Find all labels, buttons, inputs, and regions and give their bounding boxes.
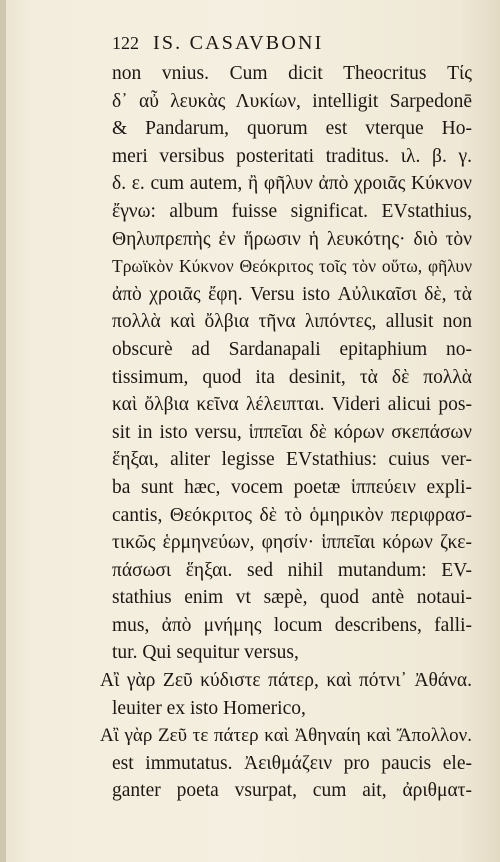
verse-line: Αἲ γὰρ Ζεῦ τε πάτερ καὶ Ἀθηναίη καὶ Ἄπολλον. — [100, 725, 472, 747]
text-line: Θηλυπρεπὴς ἐν ἥρωσιν ἡ λευκότης· διὸ τὸν — [112, 228, 472, 250]
text-line: καὶ ὄλβια κεῖνα λέλειπται. Videri alicui pos- — [112, 394, 472, 416]
text-line: δ᾽ αὖ λευκὰς Λυκίων, intelligit Sarpedonē — [112, 90, 472, 112]
page-number: 122 — [112, 33, 139, 53]
text-line: ἔγνω: album fuisse significat. EVstathius, — [112, 200, 472, 222]
text-line: leuiter ex isto Homerico, — [112, 697, 306, 719]
text-line: πάσωσι ἕηξαι. sed nihil mutandum: EV- — [112, 559, 472, 581]
text-line: ganter poeta vsurpat, cum ait, ἀριθματ- — [112, 780, 472, 802]
page-gutter-edge — [0, 0, 6, 862]
running-title: IS. CASAVBONI — [153, 32, 324, 54]
running-header — [112, 30, 472, 60]
text-line: πολλὰ καὶ ὄλβια τῆνα λιπόντες, allusit non — [112, 311, 472, 333]
text-line: ἕηξαι, aliter legisse EVstathius: cuius ver- — [112, 449, 472, 471]
text-line: & Pandarum, quorum est vterque Ho- — [112, 118, 472, 140]
body-text — [100, 60, 472, 805]
verse-line: Αἲ γὰρ Ζεῦ κύδιστε πάτερ, καὶ πότνι᾽ Ἀθάνα. — [100, 670, 472, 692]
text-line: obscurè ad Sardanapali epitaphium no- — [112, 338, 472, 360]
text-line: tissimum, quod ita desinit, τὰ δὲ πολλὰ — [112, 366, 472, 388]
text-line: non vnius. Cum dicit Theocritus Τίς — [112, 63, 472, 84]
text-line: est immutatus. Ἀειθμάζειν pro paucis ele- — [112, 752, 472, 774]
text-block — [100, 30, 472, 805]
text-line: tur. Qui sequitur versus, — [112, 642, 299, 664]
text-line: τικῶς ἑρμηνεύων, φησίν· ἱππεῖαι κόρων ζκε- — [112, 532, 472, 554]
text-line: meri versibus posteritati traditus. ιλ. β. γ. — [112, 145, 472, 167]
text-line: stathius enim vt sæpè, quod antè notaui- — [112, 587, 472, 609]
text-line: cantis, Θεόκριτος δὲ τὸ ὁμηρικὸν περιφρασ- — [112, 504, 472, 526]
text-line: ἀπὸ χροιᾶς ἔφη. Versu isto Αὐλικαῖσι δὲ, τὰ — [112, 283, 472, 305]
text-line: mus, ἀπὸ μνήμης locum describens, falli- — [112, 614, 472, 636]
text-line: sit in isto versu, ἱππεῖαι δὲ κόρων σκεπάσων — [112, 421, 472, 443]
text-line: ba sunt hæc, vocem poetæ ἱππεύειν expli- — [112, 476, 472, 498]
text-line: Τρωϊκὸν Κύκνον Θεόκριτος τοῖς τὸν οὕτω, φῆλυν — [112, 256, 472, 277]
text-line: δ. ε. cum autem, ἢ φῆλυν ἀπὸ χροιᾶς Κύκνον — [112, 173, 472, 195]
